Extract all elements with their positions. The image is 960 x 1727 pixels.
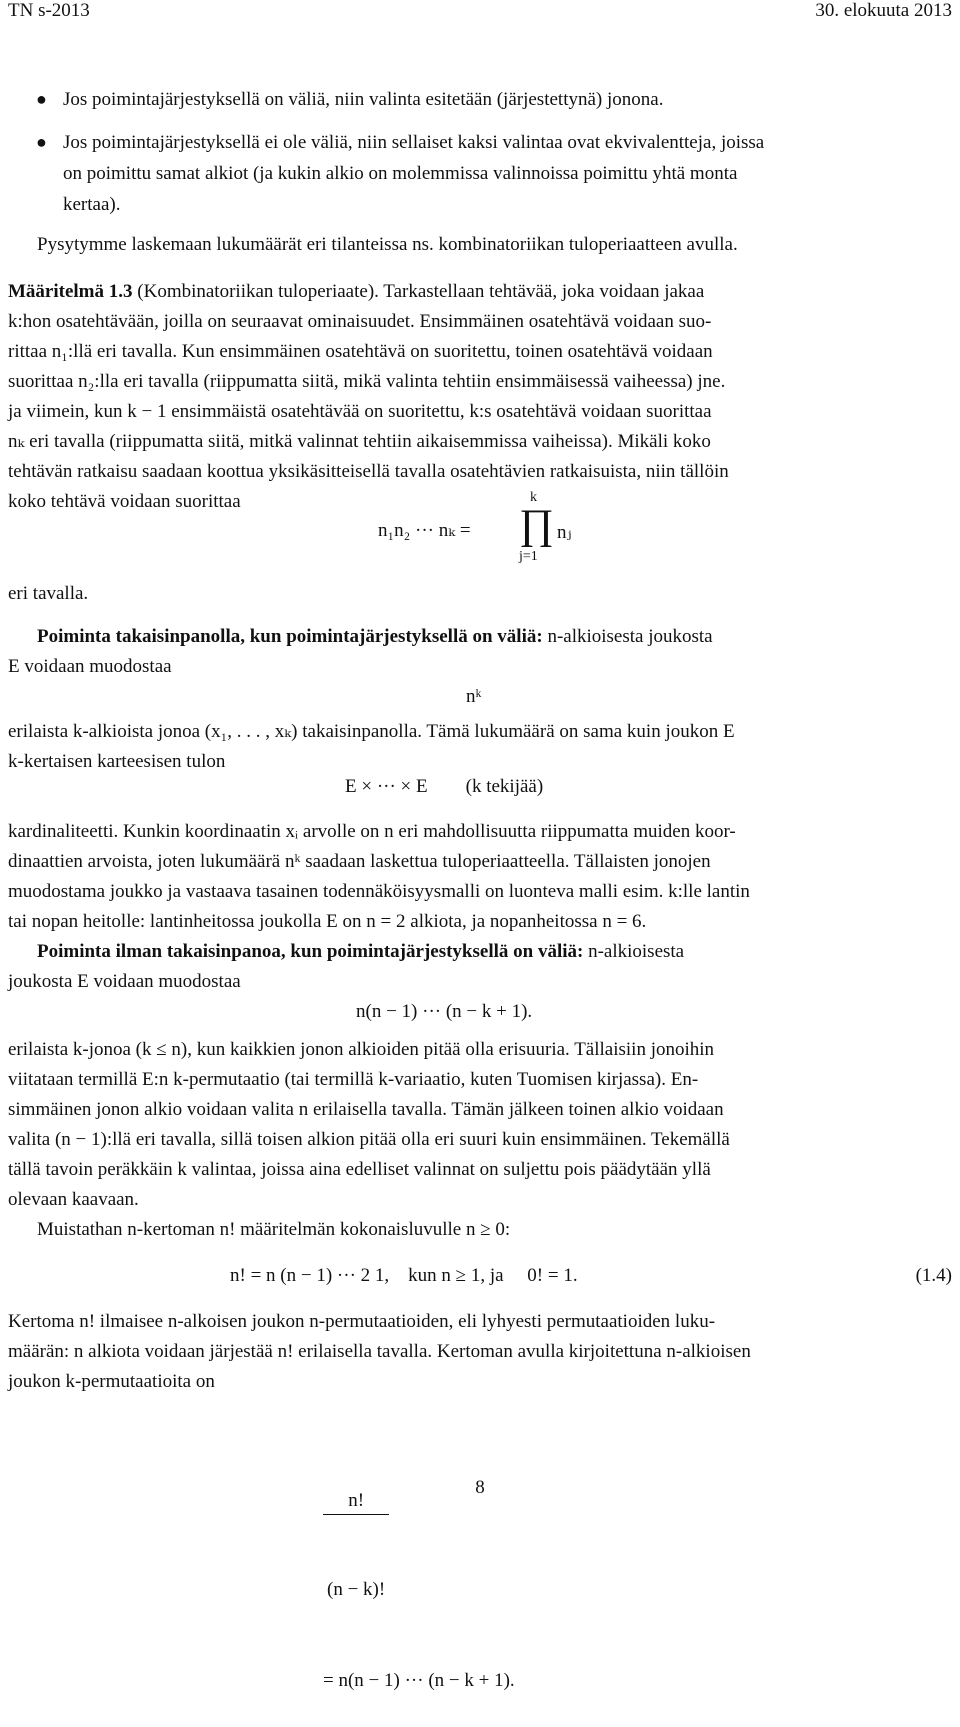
bullet-text: Jos poimintajärjestyksellä on väliä, niin valinta esitetään (järjestettynä) jonona. xyxy=(63,89,664,110)
definition-line: koko tehtävä voidaan suorittaa xyxy=(8,491,241,512)
permutation-formula xyxy=(304,1395,515,1727)
permutation-rhs: = n(n − 1) ··· (n − k + 1). xyxy=(323,1670,515,1691)
product-formula-rhs: nⱼ xyxy=(557,522,572,543)
definition-line: suorittaa n₂:lla eri tavalla (riippumatta siitä, mikä valinta tehtiin ensimmäisessä vaiheessa) jne. xyxy=(8,371,726,392)
bullet-item xyxy=(0,84,960,115)
bullet-item xyxy=(0,127,960,220)
section1-line: E voidaan muodostaa xyxy=(8,656,172,677)
header-right: 30. elokuuta 2013 xyxy=(815,0,952,21)
definition-label: Määritelmä 1.3 xyxy=(8,281,133,302)
section2-first-line xyxy=(37,936,684,967)
header-left: TN s-2013 xyxy=(8,0,90,21)
definition-line: ja viimein, kun k − 1 ensimmäistä osatehtävää on suoritettu, k:s osatehtävä voidaan suorittaa xyxy=(8,401,712,422)
product-upper-limit: k xyxy=(530,490,537,505)
definition-line: k:hon osatehtävään, joilla on seuraavat ominaisuudet. Ensimmäinen osatehtävä voidaan suo- xyxy=(8,311,712,332)
section1-line: dinaattien arvoista, joten lukumäärä nᵏ saadaan laskettua tuloperiaatteella. Tällaisten jonojen xyxy=(8,851,711,872)
section1-first-line xyxy=(37,621,713,652)
section1-formula2: E × ··· × E (k tekijää) xyxy=(345,776,544,797)
section1-heading: Poiminta takaisinpanolla, kun poimintajärjestyksellä on väliä: xyxy=(37,626,543,647)
definition-first-line xyxy=(8,276,704,307)
section2-line: joukon k-permutaatioita on xyxy=(8,1371,215,1392)
section2-line: simmäinen jonon alkio voidaan valita n erilaisella tavalla. Tämän jälkeen toinen alkio voidaan xyxy=(8,1099,724,1120)
fraction xyxy=(323,1426,389,1665)
section2-line: joukosta E voidaan muodostaa xyxy=(8,971,241,992)
intro-paragraph: Pysytymme laskemaan lukumäärät eri tilanteissa ns. kombinatoriikan tuloperiaatteen avulla. xyxy=(37,234,738,255)
section2-line: Kertoma n! ilmaisee n-alkoisen joukon n-permutaatioiden, eli lyhyesti permutaatioiden luku- xyxy=(8,1311,716,1332)
bullet-line: kertaa). xyxy=(63,194,121,215)
bullet-line: Jos poimintajärjestyksellä ei ole väliä, niin sellaiset kaksi valintaa ovat ekvivalentteja, joissa xyxy=(63,132,765,153)
section1-heading-tail: n-alkioisesta joukosta xyxy=(542,626,713,647)
page-number: 8 xyxy=(475,1477,485,1498)
section2-formula: n(n − 1) ··· (n − k + 1). xyxy=(356,1001,533,1022)
fraction-denominator: (n − k)! xyxy=(327,1579,386,1600)
section2-heading-tail: n-alkioisesta xyxy=(583,941,685,962)
definition-line: nₖ eri tavalla (riippumatta siitä, mitkä valinnat tehtiin aikaisemmissa vaiheissa). Mikäli koko xyxy=(8,431,711,452)
bullet-dot-icon: ● xyxy=(36,89,47,109)
section1-line: k-kertaisen karteesisen tulon xyxy=(8,751,226,772)
definition-text: (Kombinatoriikan tuloperiaate). Tarkastellaan tehtävää, joka voidaan jakaa xyxy=(137,281,705,302)
section2-line: olevaan kaavaan. xyxy=(8,1189,139,1210)
section2-line: tällä tavoin peräkkäin k valintaa, joissa aina edelliset valinnat on suljettu pois päädytään yllä xyxy=(8,1159,711,1180)
section2-line: määrän: n alkiota voidaan järjestää n! erilaisella tavalla. Kertoman avulla kirjoitettuna n-alkioisen xyxy=(8,1341,751,1362)
equation-number: (1.4) xyxy=(915,1265,952,1286)
section1-line: tai nopan heitolle: lantinheitossa joukolla E on n = 2 alkiota, ja nopanheitossa n = 6. xyxy=(8,911,647,932)
definition-after: eri tavalla. xyxy=(8,583,89,604)
section2-line: erilaista k-jonoa (k ≤ n), kun kaikkien jonon alkioiden pitää olla erisuuria. Tällaisiin jonoihin xyxy=(8,1039,715,1060)
product-symbol: ∏ xyxy=(519,502,554,548)
product-lower-limit: j=1 xyxy=(519,549,538,564)
section2-line: valita (n − 1):llä eri tavalla, sillä toisen alkion pitää olla eri suuri kuin ensimmäinen. Tekemällä xyxy=(8,1129,730,1150)
section2-line: viitataan termillä E:n k-permutaatio (tai termillä k-variaatio, kuten Tuomisen kirjassa). En- xyxy=(8,1069,699,1090)
bullet-dot-icon: ● xyxy=(36,132,47,152)
fraction-numerator: n! xyxy=(323,1488,389,1515)
factorial-intro: Muistathan n-kertoman n! määritelmän kokonaisluvulle n ≥ 0: xyxy=(37,1219,511,1240)
section1-line: muodostama joukko ja vastaava tasainen todennäköisyysmalli on luonteva malli esim. k:lle lantin xyxy=(8,881,750,902)
section2-heading: Poiminta ilman takaisinpanoa, kun poimintajärjestyksellä on väliä: xyxy=(37,941,584,962)
section1-formula: nᵏ xyxy=(466,686,482,707)
section1-line: kardinaliteetti. Kunkin koordinaatin xᵢ arvolle on n eri mahdollisuutta riippumatta muiden koor- xyxy=(8,821,736,842)
section1-line: erilaista k-alkioista jonoa (x₁, . . . , xₖ) takaisinpanolla. Tämä lukumäärä on sama kuin joukon E xyxy=(8,721,735,742)
definition-line: tehtävän ratkaisu saadaan koottua yksikäsitteisellä tavalla osatehtävien ratkaisuista, niin tällöin xyxy=(8,461,729,482)
bullet-line: on poimittu samat alkiot (ja kukin alkio on molemmissa valinnoissa poimittu yhtä monta xyxy=(63,163,738,184)
definition-line: rittaa n₁:llä eri tavalla. Kun ensimmäinen osatehtävä on suoritettu, toinen osatehtävä voidaan xyxy=(8,341,713,362)
factorial-formula: n! = n (n − 1) ··· 2 1, kun n ≥ 1, ja 0! = 1. xyxy=(230,1265,578,1286)
product-formula-lhs: n₁n₂ ··· nₖ = xyxy=(378,520,471,541)
